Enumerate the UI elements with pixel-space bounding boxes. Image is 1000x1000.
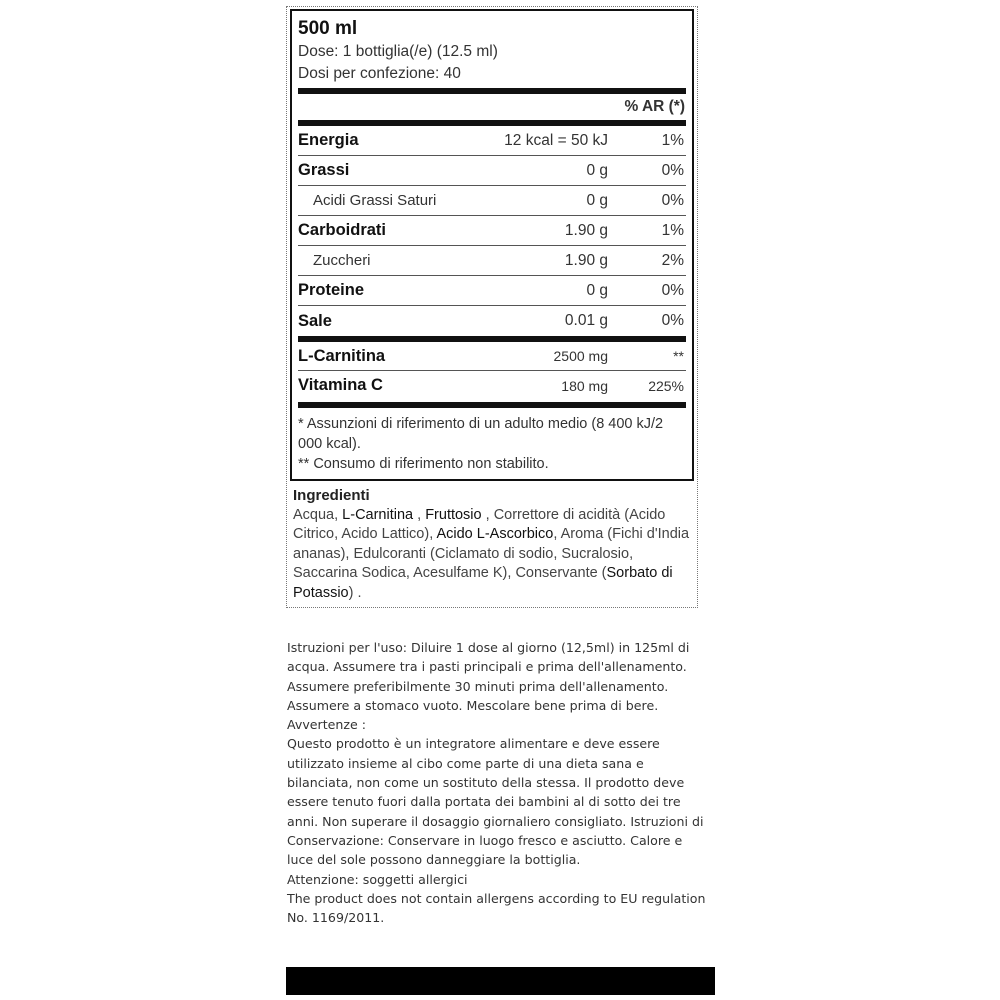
- nutrient-value: 180 mg: [561, 377, 608, 394]
- nutrient-row-vitamina-c: [298, 371, 686, 400]
- nutrient-ar: **: [673, 348, 684, 364]
- ar-column-header: % AR (*): [624, 98, 685, 115]
- nutrient-row-carboidrati: [298, 216, 686, 246]
- nutrient-ar: 1%: [661, 221, 684, 239]
- instructions-section: [287, 638, 707, 927]
- footnote-reference-intake: * Assunzioni di riferimento di un adulto medio (8 400 kJ/2 000 kcal).: [298, 416, 664, 452]
- nutrient-name: Vitamina C: [298, 376, 383, 394]
- usage-instructions: Istruzioni per l'uso: Diluire 1 dose al giorno (12,5ml) in 125ml di acqua. Assumere tra i pasti principali e prima dell'allenamento. Assumere preferibilmente 30 minuti prima dell'allenamento. Assumere a stomaco vuoto. Mescolare bene prima di bere.: [287, 640, 690, 713]
- allergy-title: Attenzione: soggetti allergici: [287, 871, 468, 887]
- ingredients-title: Ingredienti: [293, 487, 370, 504]
- nutrient-row-energia: [298, 126, 686, 156]
- nutrient-row-proteine: [298, 276, 686, 306]
- footnote-no-reference: ** Consumo di riferimento non stabilito.: [298, 456, 549, 472]
- nutrient-name: Zuccheri: [313, 252, 371, 269]
- ingredients-text: , Correttore di acidità (Acido Citrico, Acido Lattico),: [293, 506, 666, 543]
- nutrient-name: Grassi: [298, 161, 350, 179]
- nutrient-name: Carboidrati: [298, 221, 387, 239]
- ingredients-text: , Aroma (Fichi d'India ananas), Edulcoranti (Ciclamato di sodio, Sucralosio, Saccarina Sodica, Acesulfame K), Conservante (: [293, 526, 690, 582]
- ingredients-text: ,: [413, 506, 426, 523]
- doses-per-pack-line: Dosi per confezione: 40: [298, 65, 461, 82]
- nutrient-value: 12 kcal = 50 kJ: [504, 131, 608, 149]
- warnings-title: Avvertenze :: [287, 717, 366, 733]
- nutrient-row-acidi-grassi-saturi: [298, 186, 686, 216]
- serving-title: 500 ml: [298, 18, 358, 39]
- nutrient-ar: 1%: [661, 131, 684, 149]
- nutrient-ar: 0%: [661, 191, 684, 209]
- nutrient-value: 1.90 g: [564, 221, 608, 239]
- nutrient-name: Proteine: [298, 281, 365, 299]
- nutrient-row-sale: [298, 306, 686, 336]
- warnings-text: Questo prodotto è un integratore alimentare e deve essere utilizzato insieme al cibo come parte di una dieta sana e bilanciata, non come un sostituto della stessa. Il prodotto deve essere tenuto fuori dalla portata dei bambini al di sotto dei tre anni. Non superare il dosaggio giornaliero consigliato. Istruzioni di Conservazione: Conservare in luogo fresco e asciutto. Calore e luce del sole possono danneggiare la bottiglia.: [287, 736, 704, 868]
- nutrient-value: 2500 mg: [553, 348, 608, 364]
- nutrient-name: Sale: [298, 311, 332, 330]
- nutrient-name: L-Carnitina: [298, 346, 386, 365]
- nutrient-ar: 225%: [648, 377, 684, 394]
- nutrient-ar: 0%: [661, 161, 684, 179]
- nutrient-name: Acidi Grassi Saturi: [313, 192, 437, 209]
- allergy-text: The product does not contain allergens according to EU regulation No. 1169/2011.: [287, 890, 706, 926]
- nutrition-facts-box: [290, 9, 694, 481]
- nutrient-ar: 2%: [661, 251, 684, 269]
- ingredients-list: [293, 506, 693, 604]
- nutrient-value: 0.01 g: [564, 312, 608, 329]
- nutrient-value: 0 g: [586, 191, 608, 209]
- ingredients-section: [293, 486, 693, 604]
- nutrient-name: Energia: [298, 131, 359, 149]
- bottom-black-bar: [286, 967, 715, 995]
- nutrient-row-l-carnitina: [298, 342, 686, 371]
- ingredients-text: ) .: [348, 584, 362, 601]
- nutrient-value: 1.90 g: [564, 251, 608, 269]
- nutrient-ar: 0%: [661, 281, 684, 299]
- dose-line: Dose: 1 bottiglia(/e) (12.5 ml): [298, 43, 498, 60]
- nutrient-row-zuccheri: [298, 246, 686, 276]
- ingredient-highlight: Acido L-Ascorbico: [436, 526, 554, 543]
- nutrient-value: 0 g: [586, 281, 608, 299]
- ingredient-highlight: L-Carnitina: [342, 506, 414, 523]
- nutrient-value: 0 g: [586, 161, 608, 179]
- ingredients-text: Acqua,: [293, 506, 343, 523]
- nutrition-facts-content: [298, 11, 686, 474]
- divider-thick: [298, 402, 686, 408]
- ingredient-highlight: Fruttosio: [425, 506, 482, 523]
- footnotes: [298, 414, 686, 474]
- ingredient-highlight: Sorbato di Potassio: [293, 565, 673, 601]
- nutrient-ar: 0%: [661, 312, 684, 329]
- nutrient-row-grassi: [298, 156, 686, 186]
